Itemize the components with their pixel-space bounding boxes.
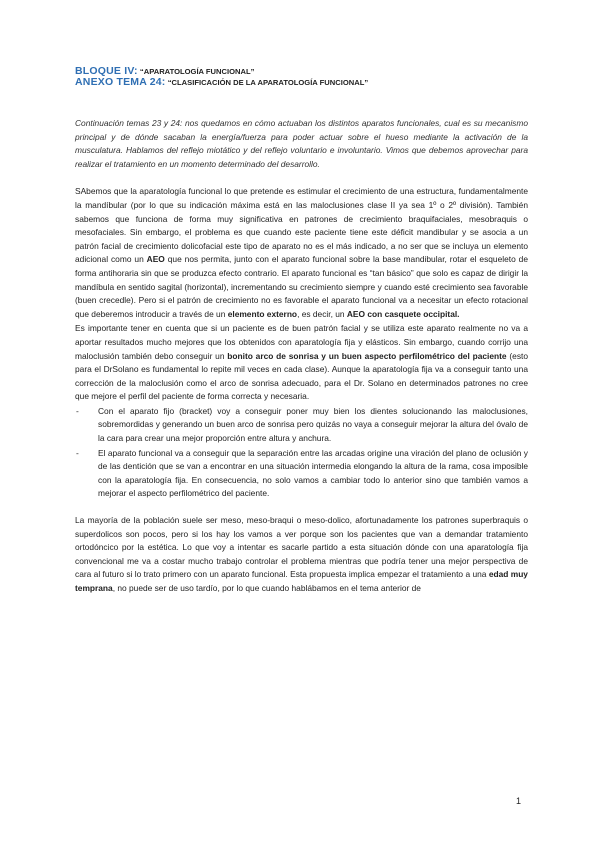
dash-list	[75, 405, 528, 501]
page-content	[75, 66, 528, 597]
annex-title-text: “CLASIFICACIÓN DE LA APARATOLOGÍA FUNCIONAL”	[167, 78, 369, 87]
intro-paragraph: Continuación temas 23 y 24: nos quedamos en cómo actuaban los distintos aparatos funcionales, cual es su mecanismo principal y de dónde sacaban la energía/fuerza para poder actuar sobre el hueso mediante la activación de la musculatura. Hablamos del reflejo miotático y del reflejo voluntario e involuntario. Vimos que debemos aprovechar para realizar el tratamiento en un momento determinado del desarrollo.	[75, 118, 528, 169]
p1-bold-1: AEO	[146, 254, 165, 265]
list-item: - Con el aparato fijo (bracket) voy a conseguir poner muy bien los dientes solucionando las maloclusiones, sobremordidas y generando un buen arco de sonrisa pero quizás no vaya a conseguir mejorar la altura del óvalo de la cara para crear una mejor proporción entre altura y anchura.	[75, 405, 528, 446]
annex-label: ANEXO TEMA 24:	[75, 76, 166, 88]
paragraph-2	[75, 322, 528, 404]
p1-text-3: , es decir, un	[297, 308, 347, 319]
p1-bold-2: elemento externo	[227, 308, 298, 319]
p3-bold-1: edad muy temprana	[75, 569, 528, 593]
page-number: 1	[516, 796, 522, 806]
block-label: BLOQUE IV:	[75, 65, 138, 77]
p2-bold-1: bonito arco de sonrisa y un buen aspecto perfilométrico del paciente	[227, 350, 507, 361]
p3-text-2: , no puede ser de uso tardío, por lo que cuando hablábamos en el tema anterior de	[112, 583, 421, 593]
p3-text-1: La mayoría de la población suele ser meso, meso-braqui o meso-dolico, afortunadamente los patrones superbraquis o superdolicos son pocos, pero si los hay los vamos a ver porque son los pacientes que van a demandar tratamiento ortodóncico por la estética. Lo que voy a intentar es sacarle partido a esta situación dónde con una aparatología fija convencional me va a costar mucho trabajo controlar el problema mientras que podría tener una mejor perspectiva de cara al futuro si lo trato primero con un aparato funcional. Esta propuesta implica empezar el tratamiento a una	[75, 515, 528, 580]
p2-text-1: Es importante tener en cuenta que si un paciente es de buen patrón facial y se utiliza este aparato realmente no va a aportar resultados mucho mejores que los obtenidos con aparatología fija y elásticos. Sin embargo, cuando corrijo una maloclusión también debo conseguir un	[75, 323, 528, 361]
p1-text-1: SAbemos que la aparatología funcional lo que pretende es estimular el crecimiento de una estructura, fundamentalmente la mandíbular (por lo que su indicación máxima está en las maloclusiones clase II ya sea 1º o 2º división). También sabemos que funciona de forma muy significativa en patrones de crecimiento braquifaciales, mesobraquis o mesofaciales. Sin embargo, el problema es que cuando este paciente tiene este déficit mandibular y se asocia a un patrón facial de crecimiento dolicofacial este tipo de aparato no es el más indicado, a no ser que se incluya un elemento adicional como un	[75, 186, 528, 265]
annex-title	[75, 77, 528, 88]
p1-text-2: que nos permita, junto con el aparato funcional sobre la base mandibular, rotar el esqueleto de forma antihoraria sin que se produzca efecto contrario. El aparato funcional es “tan básico” que solo es capaz de dirigir la mandíbula en sentido sagital (horizontal), incrementando su crecimiento siempre y cuando esté crecimiento sea favorable (buen crecedle). Pero si el patrón de crecimiento no es favorable el aparato funcional va a necesitar un efecto rotacional que deberemos introducir a través de un	[75, 254, 528, 319]
block-title-text: “APARATOLOGÍA FUNCIONAL”	[139, 67, 255, 76]
list-item: - El aparato funcional va a conseguir que la separación entre las arcadas origine una viración del plano de oclusión y de las dentición que se van a encontrar en una situación intermedia elongando la altura de la rama, cosa imposible con la aparatología fija. En consecuencia, no solo vamos a cambiar todo lo anterior sino que también vamos a mejorar el aspecto perfilométrico del paciente.	[75, 447, 528, 501]
paragraph-3	[75, 514, 528, 596]
p1-bold-3: AEO con casquete occipital.	[346, 308, 460, 319]
p2-text-2: (esto para el DrSolano es fundamental lo repite mil veces en cada clase). Aunque la aparatología fija va a conseguir tanto una corrección de la maloclusión como el arco de sonrisa adecuado, para el Dr. Solano en determinados patrones no cree que mejore el perfil del paciente de forma correcta y necesaria.	[75, 350, 528, 402]
paragraph-1	[75, 185, 528, 321]
